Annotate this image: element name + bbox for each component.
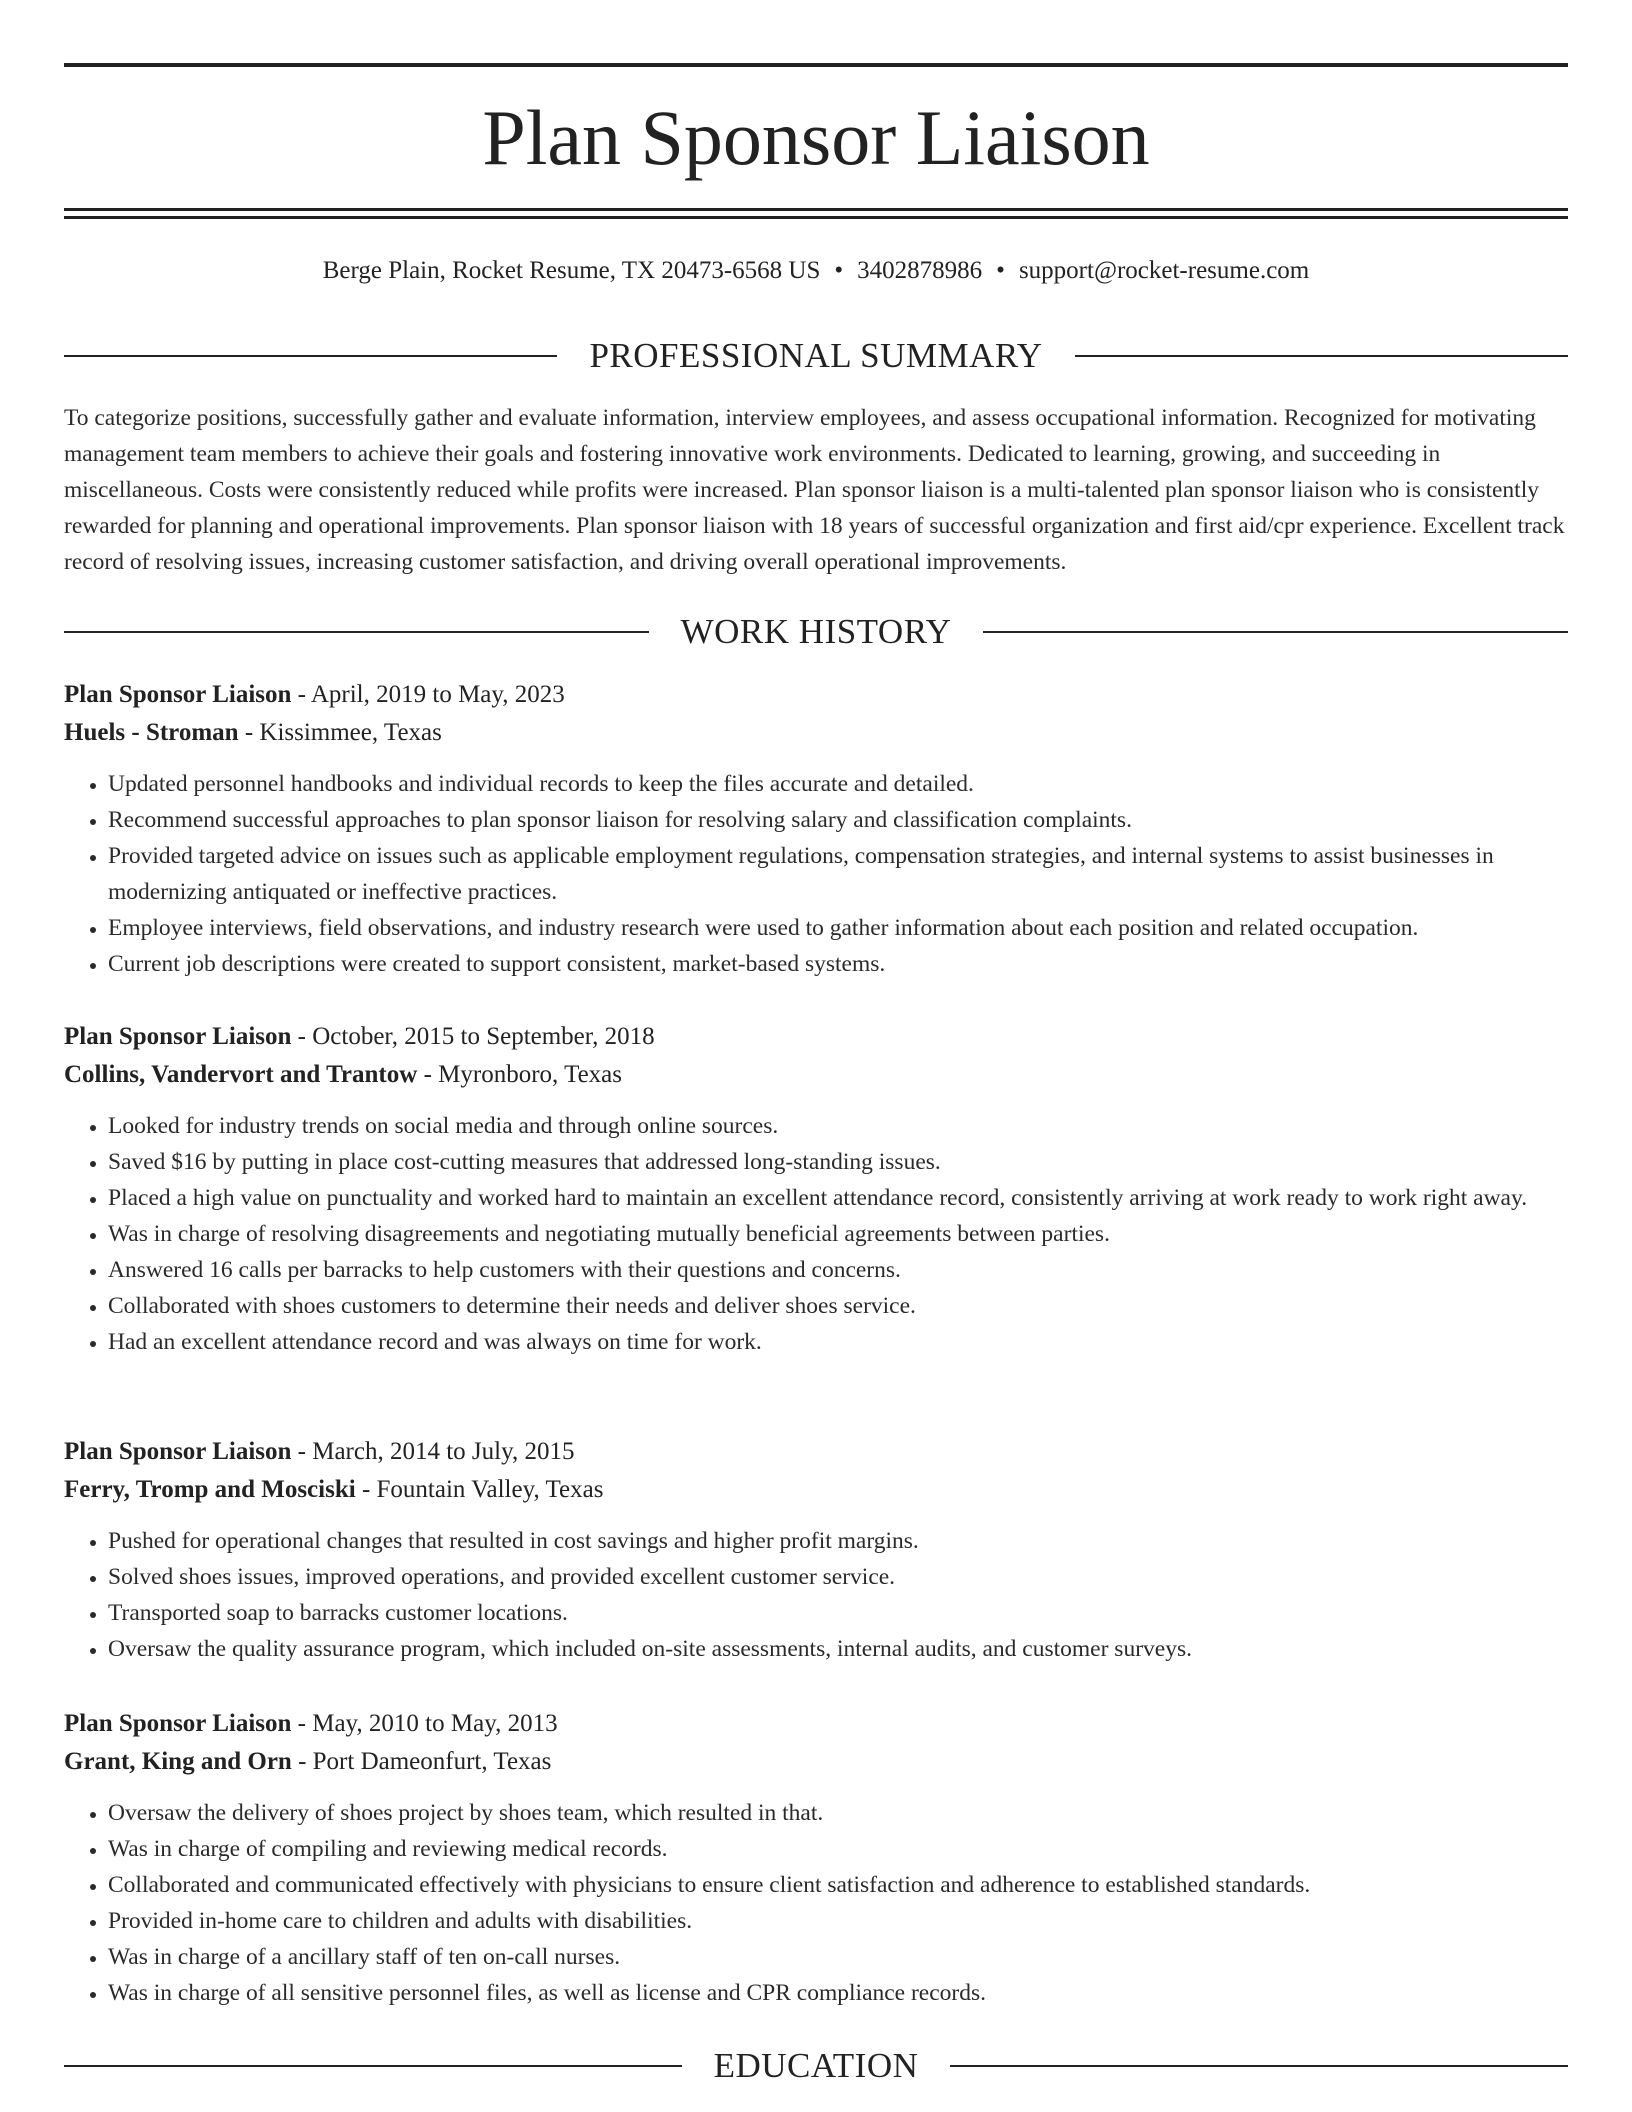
job-bullet: • Provided targeted advice on issues such as applicable employment regulations, compensation strategies, and internal systems to assist businesses in modernizing antiquated or ineffective practices. — [108, 838, 1568, 910]
job-bullets — [64, 1108, 1568, 1360]
job-title: Plan Sponsor Liaison — [64, 1438, 292, 1465]
job-bullet: • Was in charge of compiling and reviewing medical records. — [108, 1831, 1568, 1867]
rule-upper — [64, 208, 1568, 211]
heading-rule-right — [983, 631, 1568, 633]
job-company: Collins, Vandervort and Trantow — [64, 1061, 418, 1088]
top-rule — [64, 63, 1568, 67]
job-bullet: • Pushed for operational changes that resulted in cost savings and higher profit margins. — [108, 1523, 1568, 1559]
job-location: - Fountain Valley, Texas — [355, 1476, 604, 1503]
job-company: Grant, King and Orn — [64, 1748, 292, 1775]
job-bullet: • Employee interviews, field observations, and industry research were used to gather information about each position and related occupation. — [108, 910, 1568, 946]
title-double-rule — [64, 208, 1568, 219]
job-bullet: • Collaborated and communicated effectively with physicians to ensure client satisfaction and adherence to established standards. — [108, 1867, 1568, 1903]
job-dates: - April, 2019 to May, 2023 — [291, 681, 565, 708]
job-title: Plan Sponsor Liaison — [64, 1023, 292, 1050]
professional-summary: To categorize positions, successfully gather and evaluate information, interview employees, and assess occupational information. Recognized for motivating management team members to achieve their goals and fostering innovative work environments. Dedicated to learning, growing, and succeeding in miscellaneous. Costs were consistently reduced while profits were increased. Plan sponsor liaison is a multi-talented plan sponsor liaison who is consistently rewarded for planning and operational improvements. Plan sponsor liaison with 18 years of successful organization and first aid/cpr experience. Excellent track record of resolving issues, increasing customer satisfaction, and driving overall operational improvements. — [64, 405, 1565, 575]
section-heading-summary — [64, 334, 1568, 378]
job-bullet: • Answered 16 calls per barracks to help customers with their questions and concerns. — [108, 1252, 1568, 1288]
heading-rule-right — [1075, 355, 1568, 357]
contact-phone: 3402878986 — [857, 257, 983, 284]
section-heading-work-history — [64, 610, 1568, 654]
section-heading-education — [64, 2044, 1568, 2088]
job-location: - Port Dameonfurt, Texas — [291, 1748, 552, 1775]
contact-email: support@rocket-resume.com — [1018, 257, 1310, 284]
job-company-line — [64, 1743, 1568, 1781]
job-dates: - May, 2010 to May, 2013 — [291, 1710, 558, 1737]
contact-separator: • — [996, 257, 1005, 284]
job-company-line — [64, 714, 1568, 752]
job-bullet: • Had an excellent attendance record and was always on time for work. — [108, 1324, 1568, 1360]
heading-rule-left — [64, 355, 557, 357]
job-entry — [64, 1705, 1568, 2011]
section-title: WORK HISTORY — [680, 612, 952, 651]
job-bullet: • Oversaw the quality assurance program, which included on-site assessments, internal audits, and customer surveys. — [108, 1631, 1568, 1667]
resume-title: Plan Sponsor Liaison — [482, 94, 1150, 181]
rule-lower — [64, 216, 1568, 219]
job-bullet: • Recommend successful approaches to plan sponsor liaison for resolving salary and classification complaints. — [108, 802, 1568, 838]
job-bullet: • Provided in-home care to children and adults with disabilities. — [108, 1903, 1568, 1939]
job-bullet: • Updated personnel handbooks and individual records to keep the files accurate and detailed. — [108, 766, 1568, 802]
heading-rule-left — [64, 631, 649, 633]
job-company: Ferry, Tromp and Mosciski — [64, 1476, 356, 1503]
job-bullet: • Oversaw the delivery of shoes project by shoes team, which resulted in that. — [108, 1795, 1568, 1831]
job-bullet: • Was in charge of a ancillary staff of ten on-call nurses. — [108, 1939, 1568, 1975]
contact-separator: • — [834, 257, 844, 284]
job-title-line — [64, 1018, 1568, 1056]
job-bullet: • Collaborated with shoes customers to determine their needs and deliver shoes service. — [108, 1288, 1568, 1324]
job-entry — [64, 1018, 1568, 1360]
job-bullet: • Saved $16 by putting in place cost-cutting measures that addressed long-standing issues. — [108, 1144, 1568, 1180]
job-entry — [64, 1433, 1568, 1667]
job-title-line — [64, 676, 1568, 714]
job-location: - Kissimmee, Texas — [238, 719, 442, 746]
contact-line — [64, 254, 1568, 288]
job-company: Huels - Stroman — [64, 719, 239, 746]
section-title: PROFESSIONAL SUMMARY — [589, 336, 1043, 375]
job-bullet: • Placed a high value on punctuality and worked hard to maintain an excellent attendance record, consistently arriving at work ready to work right away. — [108, 1180, 1568, 1216]
job-title: Plan Sponsor Liaison — [64, 1710, 292, 1737]
contact-address: Berge Plain, Rocket Resume, TX 20473-6568 US — [322, 257, 821, 284]
job-bullets — [64, 1523, 1568, 1667]
section-title: EDUCATION — [713, 2046, 919, 2085]
job-dates: - March, 2014 to July, 2015 — [291, 1438, 575, 1465]
job-bullet: • Transported soap to barracks customer locations. — [108, 1595, 1568, 1631]
job-entry — [64, 676, 1568, 982]
job-bullet: • Looked for industry trends on social media and through online sources. — [108, 1108, 1568, 1144]
job-bullet: • Was in charge of all sensitive personnel files, as well as license and CPR compliance records. — [108, 1975, 1568, 2011]
heading-rule-left — [64, 2065, 682, 2067]
job-title: Plan Sponsor Liaison — [64, 681, 292, 708]
job-bullets — [64, 766, 1568, 982]
job-bullet: • Current job descriptions were created to support consistent, market-based systems. — [108, 946, 1568, 982]
job-location: - Myronboro, Texas — [417, 1061, 623, 1088]
heading-rule-right — [950, 2065, 1568, 2067]
job-title-line — [64, 1705, 1568, 1743]
job-bullets — [64, 1795, 1568, 2011]
job-dates: - October, 2015 to September, 2018 — [291, 1023, 655, 1050]
job-bullet: • Was in charge of resolving disagreements and negotiating mutually beneficial agreements between parties. — [108, 1216, 1568, 1252]
job-title-line — [64, 1433, 1568, 1471]
job-company-line — [64, 1056, 1568, 1094]
job-company-line — [64, 1471, 1568, 1509]
job-bullet: • Solved shoes issues, improved operations, and provided excellent customer service. — [108, 1559, 1568, 1595]
